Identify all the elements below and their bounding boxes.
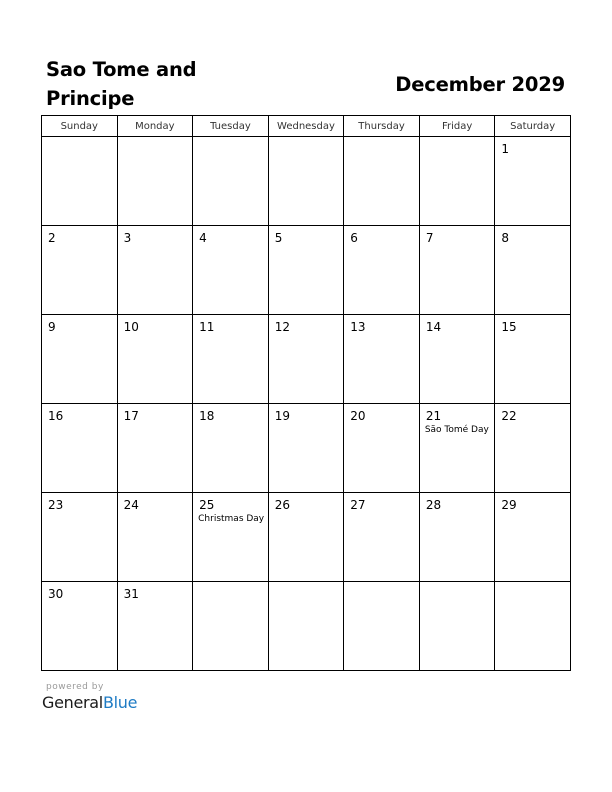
day-cell	[495, 582, 571, 671]
day-number	[269, 137, 344, 142]
day-cell	[117, 137, 193, 226]
weekday-tuesday: Tuesday	[193, 116, 269, 137]
day-number	[118, 137, 193, 142]
day-cell	[42, 493, 118, 582]
week-row	[42, 582, 571, 671]
weekday-friday: Friday	[419, 116, 495, 137]
day-number: 14	[425, 320, 442, 334]
day-cell	[419, 226, 495, 315]
weekday-monday: Monday	[117, 116, 193, 137]
day-number: 13	[350, 320, 366, 334]
day-number	[344, 582, 419, 587]
day-number: 19	[274, 409, 290, 423]
week-row	[42, 404, 571, 493]
day-cell	[268, 404, 344, 493]
day-number	[193, 582, 268, 587]
day-number	[420, 137, 495, 142]
day-cell	[495, 315, 571, 404]
day-number: 15	[501, 320, 517, 334]
day-cell	[268, 493, 344, 582]
calendar-grid	[41, 115, 571, 671]
day-cell	[419, 493, 495, 582]
day-number	[344, 137, 419, 142]
weekday-header-row	[42, 116, 571, 137]
day-number: 1	[501, 142, 510, 156]
day-cell	[268, 226, 344, 315]
day-number: 7	[425, 231, 434, 245]
week-row	[42, 493, 571, 582]
day-number: 31	[123, 587, 139, 601]
day-number: 28	[425, 498, 442, 512]
day-number	[420, 582, 495, 587]
day-cell	[419, 137, 495, 226]
day-cell	[117, 315, 193, 404]
day-cell	[419, 315, 495, 404]
day-cell	[344, 493, 420, 582]
week-row	[42, 137, 571, 226]
day-cell	[268, 582, 344, 671]
day-cell	[344, 582, 420, 671]
weekday-sunday: Sunday	[42, 116, 118, 137]
day-number	[42, 137, 117, 142]
day-number: 22	[501, 409, 517, 423]
day-cell	[117, 493, 193, 582]
day-number: 21	[425, 409, 442, 423]
day-cell	[495, 137, 571, 226]
day-number: 8	[501, 231, 510, 245]
day-cell	[495, 404, 571, 493]
day-number: 3	[123, 231, 132, 245]
day-cell	[268, 315, 344, 404]
day-number: 30	[48, 587, 64, 601]
day-number: 4	[199, 231, 207, 245]
day-cell	[344, 137, 420, 226]
brand-general-text: General	[42, 693, 103, 712]
day-cell	[344, 315, 420, 404]
week-row	[42, 315, 571, 404]
day-cell	[193, 404, 269, 493]
day-number: 18	[199, 409, 215, 423]
day-cell	[117, 404, 193, 493]
day-number: 27	[350, 498, 366, 512]
day-cell	[268, 137, 344, 226]
day-cell	[193, 226, 269, 315]
month-title: December 2029	[395, 73, 565, 96]
weekday-thursday: Thursday	[344, 116, 420, 137]
weekday-wednesday: Wednesday	[268, 116, 344, 137]
powered-by-label: powered by	[46, 682, 104, 692]
day-number: 2	[48, 231, 56, 245]
country-title: Sao Tome and Principe	[46, 58, 197, 110]
day-number: 5	[274, 231, 283, 245]
day-cell	[117, 582, 193, 671]
day-cell	[42, 137, 118, 226]
day-number: 16	[48, 409, 64, 423]
day-cell	[193, 315, 269, 404]
day-number	[495, 582, 570, 587]
day-cell	[419, 404, 495, 493]
day-number: 26	[274, 498, 290, 512]
day-cell	[193, 493, 269, 582]
day-cell	[495, 493, 571, 582]
holiday-label-sao-tome-day: São Tomé Day	[424, 425, 489, 435]
holiday-label-christmas-day: Christmas Day	[198, 514, 265, 524]
day-cell	[42, 404, 118, 493]
day-number: 23	[48, 498, 64, 512]
day-cell	[344, 226, 420, 315]
week-row	[42, 226, 571, 315]
day-cell	[495, 226, 571, 315]
day-cell	[344, 404, 420, 493]
day-number	[193, 137, 268, 142]
day-cell	[117, 226, 193, 315]
day-number: 11	[199, 320, 215, 334]
day-number: 6	[350, 231, 358, 245]
day-number: 9	[48, 320, 56, 334]
day-cell	[42, 315, 118, 404]
brand-blue-text: Blue	[102, 693, 138, 712]
generalblue-logo	[42, 693, 137, 713]
weekday-saturday: Saturday	[495, 116, 571, 137]
day-number: 20	[350, 409, 366, 423]
day-cell	[193, 137, 269, 226]
day-number: 17	[123, 409, 139, 423]
day-number: 10	[123, 320, 139, 334]
day-number	[269, 582, 344, 587]
day-number: 24	[123, 498, 139, 512]
day-cell	[193, 582, 269, 671]
day-cell	[42, 582, 118, 671]
day-number: 29	[501, 498, 517, 512]
day-cell	[42, 226, 118, 315]
day-cell	[419, 582, 495, 671]
day-number: 25	[199, 498, 215, 512]
day-number: 12	[274, 320, 290, 334]
